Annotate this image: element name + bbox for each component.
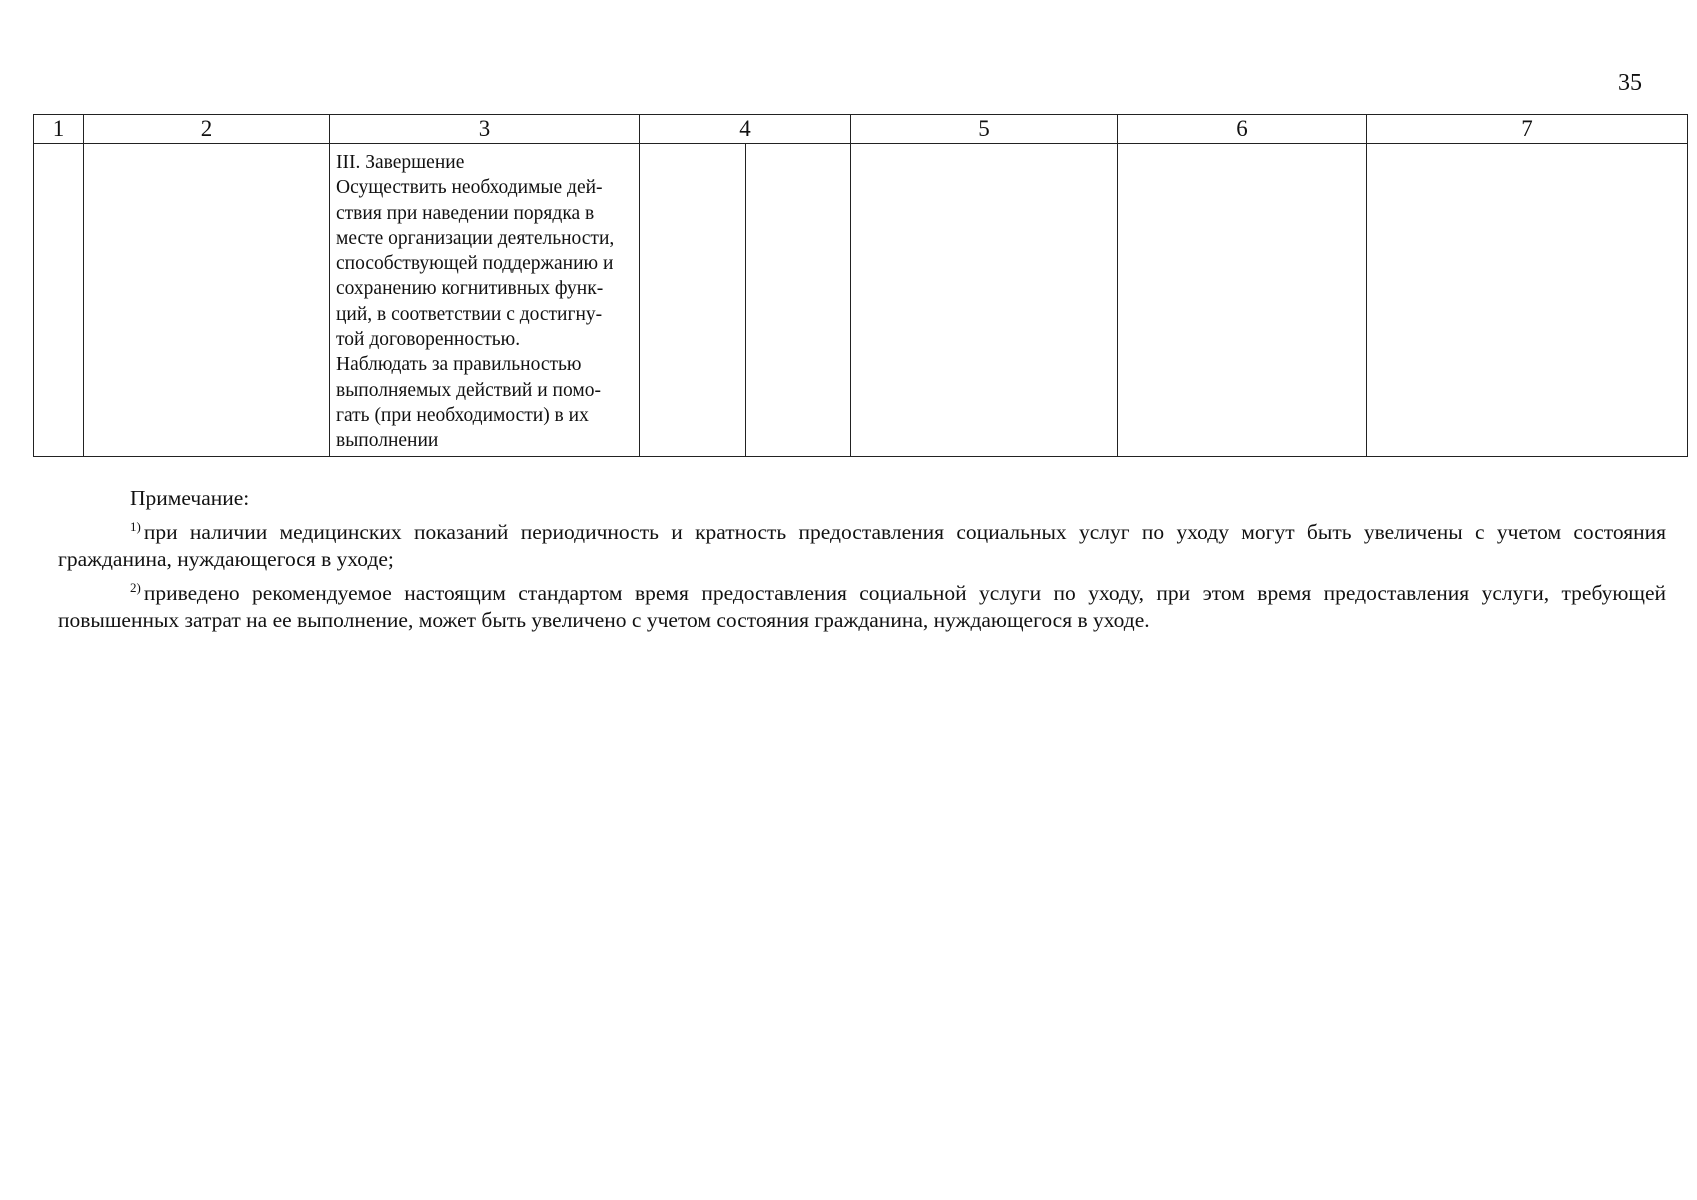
footnote-marker-2: 2) (130, 579, 141, 595)
cell-text-line: ствия при наведении порядка в (336, 202, 595, 224)
header-row (34, 115, 1688, 144)
cell-text-line: сохранению когнитивных функ- (336, 278, 604, 300)
column-header-7: 7 (1367, 115, 1688, 144)
cell-col-4a (640, 144, 746, 456)
cell-col-2 (84, 144, 330, 457)
cell-col-6 (1118, 144, 1367, 457)
column-header-3: 3 (330, 115, 640, 144)
footnote-text-2: приведено рекомендуемое настоящим стандартом время предоставления социальной услуги по уходу, при этом время предоставления услуги, требующей повышенных затрат на ее выполнение, может быть увеличено с учетом состояния гражданина, нуждающегося в уходе. (58, 580, 1666, 632)
table-row (34, 144, 1688, 457)
footnote-2 (58, 574, 1666, 635)
cell-col-4 (640, 144, 851, 457)
column-header-5: 5 (851, 115, 1118, 144)
cell-text-line: способствующей поддержанию и (336, 253, 614, 275)
cell-col-1 (34, 144, 84, 457)
cell-text-line: Осуществить необходимые дей- (336, 177, 603, 199)
cell-col-4-split (640, 144, 850, 456)
cell-text-line: Наблюдать за правильностью (336, 354, 582, 376)
footnote-indent (58, 520, 130, 544)
cell-text-line: выполнении (336, 430, 439, 452)
column-header-1: 1 (34, 115, 84, 144)
footnote-indent (58, 581, 130, 605)
column-header-2: 2 (84, 115, 330, 144)
cell-text-line: гать (при необходимости) в их (336, 404, 589, 426)
cell-col-5 (851, 144, 1118, 457)
cell-text-line: той договоренностью. (336, 329, 521, 351)
notes-section (58, 485, 1666, 635)
cell-text-line: выполняемых действий и помо- (336, 379, 601, 401)
notes-title: Примечание: (130, 486, 250, 510)
cell-col-7 (1367, 144, 1688, 457)
cell-text-line: III. Завершение (336, 152, 465, 173)
footnote-text-1: при наличии медицинских показаний периодичность и кратность предоставления социальных услуг по уходу могут быть увеличены с учетом состояния гражданина, нуждающегося в уходе; (58, 519, 1666, 571)
cell-col-4b (746, 144, 851, 456)
cell-text-line: месте организации деятельности, (336, 227, 615, 249)
cell-col-3 (330, 144, 640, 457)
footnote-1 (58, 513, 1666, 574)
column-header-6: 6 (1118, 115, 1367, 144)
footnote-marker-1: 1) (130, 518, 141, 534)
column-header-4: 4 (640, 115, 851, 144)
page-number: 35 (1618, 70, 1642, 96)
table-header (34, 115, 1688, 144)
services-table (33, 114, 1688, 457)
cell-text-line: ций, в соответствии с достигну- (336, 303, 603, 325)
